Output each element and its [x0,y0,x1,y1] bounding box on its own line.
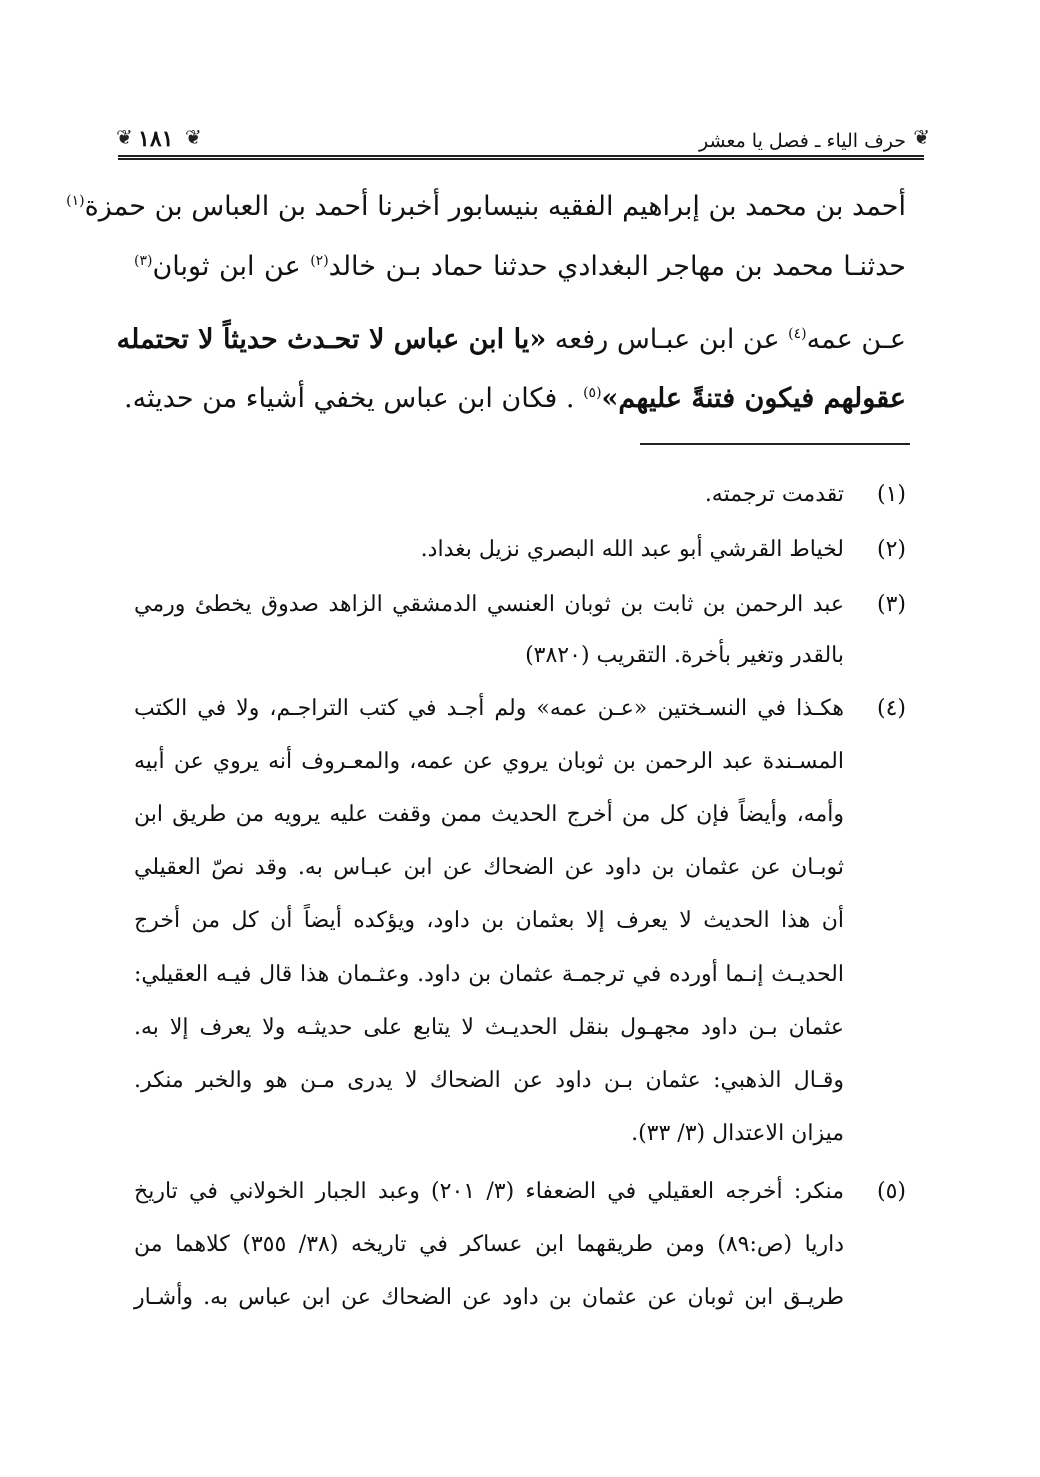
footnote-4-line: المسـندة عبد الرحمن بن ثوبان يروي عن عمه، والمعـروف أنه يروي عن أبيه [134,749,844,774]
header-ornament-left-icon: ❦ [185,125,202,149]
footnote-number-4: (٤) [876,696,906,721]
body-line-4: عقولهم فيكون فتنةً عليهم»$^{(٥)}$ . فكان ابن عباس يخفي أشياء من حديثه. [124,383,906,414]
footnote-5-line: طريـق ابن ثوبان عن عثمان بن داود عن الضحاك عن ابن عباس به. وأشـار [134,1285,844,1310]
footnote-4-line: هكـذا في النسـختين «عـن عمه» ولم أجـد في كتب التراجـم، ولا في الكتب [134,696,844,721]
hadith-text-end: عقولهم فيكون فتنةً عليهم» [601,383,906,414]
footnote-ref-1: (١) [66,193,85,209]
footnote-3-line: بالقدر وتغير بأخرة. التقريب (٣٨٢٠) [525,643,844,668]
footnote-number-5: (٥) [876,1179,906,1204]
footnote-4-line: عثمان بـن داود مجهـول بنقل الحديـث لا يتابع على حديثـه ولا يعرف إلا به. [134,1015,844,1040]
body-line-1: أحمد بن محمد بن إبراهيم الفقيه بنيسابور أخبرنا أحمد بن العباس بن حمزة$^{(١)}$ [66,191,906,222]
footnote-2-line: لخياط القرشي أبو عبد الله البصري نزيل بغداد. [420,537,844,562]
footnote-4-line: ميزان الاعتدال (٣/ ٣٣). [631,1121,844,1146]
footnote-ref-4: (٤) [788,326,807,342]
footnote-1-line: تقدمت ترجمته. [704,482,844,507]
header-ornament-right-icon: ❦ [913,125,930,149]
footnote-5-line: منكر: أخرجه العقيلي في الضعفاء (٣/ ٢٠١) وعبد الجبار الخولاني في تاريخ [134,1179,844,1204]
footnote-ref-2: (٢) [310,253,329,269]
footnote-number-3: (٣) [876,592,906,617]
hadith-text-start: «يا ابن عباس لا تحـدث حديثاً لا تحتمله [116,324,547,355]
footnote-5-line: داريا (ص:٨٩) ومن طريقهما ابن عساكر في تاريخه (٣٨/ ٣٥٥) كلاهما من [134,1232,844,1257]
body-line-3: عـن عمه$^{(٤)}$ عن ابن عبـاس رفعه «يا ابن عباس لا تحـدث حديثاً لا تحتمله [116,324,906,355]
footnote-ref-3: (٣) [134,253,153,269]
footnote-4-line: الحديـث إنـما أورده في ترجمـة عثمان بن داود. وعثـمان هذا قال فيـه العقيلي: [134,962,844,987]
header-rule [118,155,924,160]
footnote-4-line: وأمه، وأيضاً فإن كل من أخرج الحديث ممن وقفت عليه يرويه من طريق ابن [134,802,844,827]
footnote-4-line: ثوبـان عن عثمان بن داود عن الضحاك عن ابن عبـاس به. وقد نصّ العقيلي [134,855,844,880]
footnote-3-line: عبد الرحمن بن ثابت بن ثوبان العنسي الدمشقي الزاهد صدوق يخطئ ورمي [134,592,844,617]
body-line-2: حدثنـا محمد بن مهاجر البغدادي حدثنا حماد بـن خالد$^{(٢)}$ عن ابن ثوبان$^{(٣)}$ [134,251,906,282]
footnote-4-line: أن هذا الحديث لا يعرف إلا بعثمان بن داود، ويؤكده أيضاً أن كل من أخرج [134,908,844,933]
footnote-number-2: (٢) [876,537,906,562]
running-header-title: حرف الياء ـ فصل يا معشر [698,130,906,152]
footnote-number-1: (١) [876,482,906,507]
page-number: ١٨١ [138,126,174,152]
footnote-ref-5: (٥) [583,385,602,401]
footnote-4-line: وقـال الذهبي: عثمان بـن داود عن الضحاك لا يدرى مـن هو والخبر منكر. [134,1068,844,1093]
header-ornament-far-left-icon: ❦ [116,125,133,149]
footnote-separator [640,443,910,445]
